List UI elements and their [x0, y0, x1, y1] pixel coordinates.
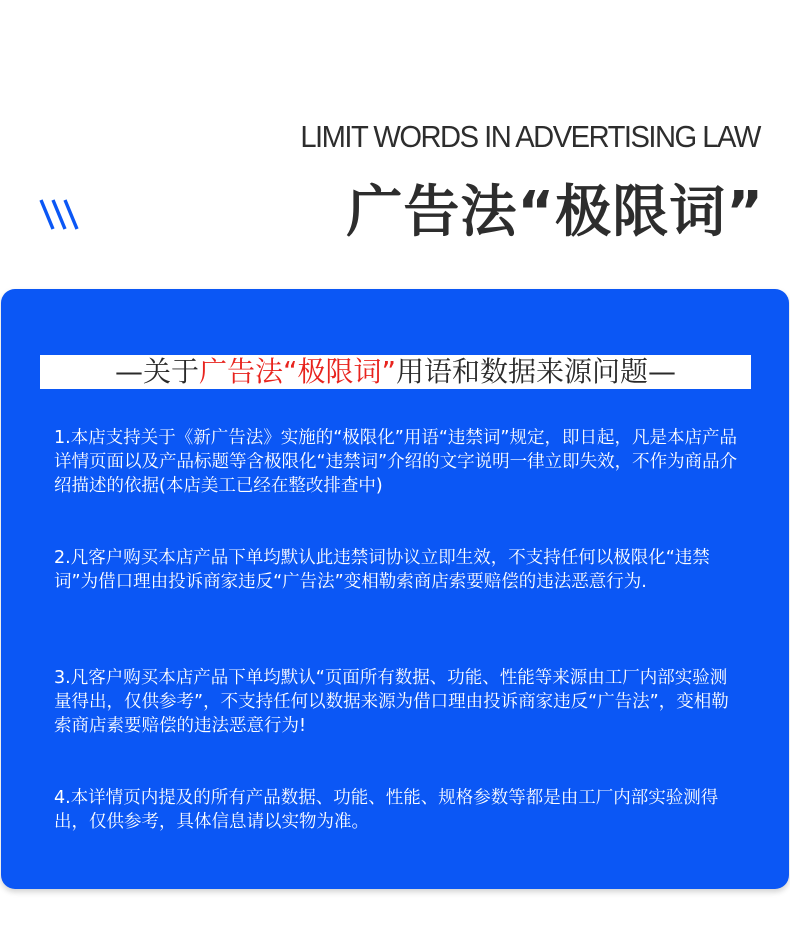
- english-title: LIMIT WORDS IN ADVERTISING LAW: [300, 119, 760, 154]
- chinese-title: 广告法“极限词”: [346, 180, 764, 245]
- notice-paragraph-3: 3.凡客户购买本店产品下单均默认“页面所有数据、功能、性能等来源由工厂内部实验测量得出，仅供参考”，不支持任何以数据来源为借口理由投诉商家违反“广告法”，变相勒索商店素要赔偿的违法恶意行为!: [54, 668, 729, 736]
- notice-banner: [40, 355, 751, 389]
- notice-paragraph-1: 1.本店支持关于《新广告法》实施的“极限化”用语“违禁词”规定，即日起，凡是本店产品详情页面以及产品标题等含极限化“违禁词”介绍的文字说明一律立即失效，不作为商品介绍描述的依据(本店美工已经在整改排查中): [54, 428, 738, 496]
- triple-slash-icon: [38, 198, 82, 232]
- banner-suffix: 用语和数据来源问题—: [396, 355, 677, 388]
- page-header: [0, 0, 790, 290]
- notice-paragraph-4: 4.本详情页内提及的所有产品数据、功能、性能、规格参数等都是由工厂内部实验测得出，仅供参考，具体信息请以实物为准。: [54, 788, 719, 832]
- banner-prefix: —关于: [114, 355, 199, 388]
- banner-highlight: 广告法“极限词”: [198, 355, 396, 388]
- notice-paragraph-2: 2.凡客户购买本店产品下单均默认此违禁词协议立即生效，不支持任何以极限化“违禁词”为借口理由投诉商家违反“广告法”变相勒索商店索要赔偿的违法恶意行为.: [54, 548, 710, 592]
